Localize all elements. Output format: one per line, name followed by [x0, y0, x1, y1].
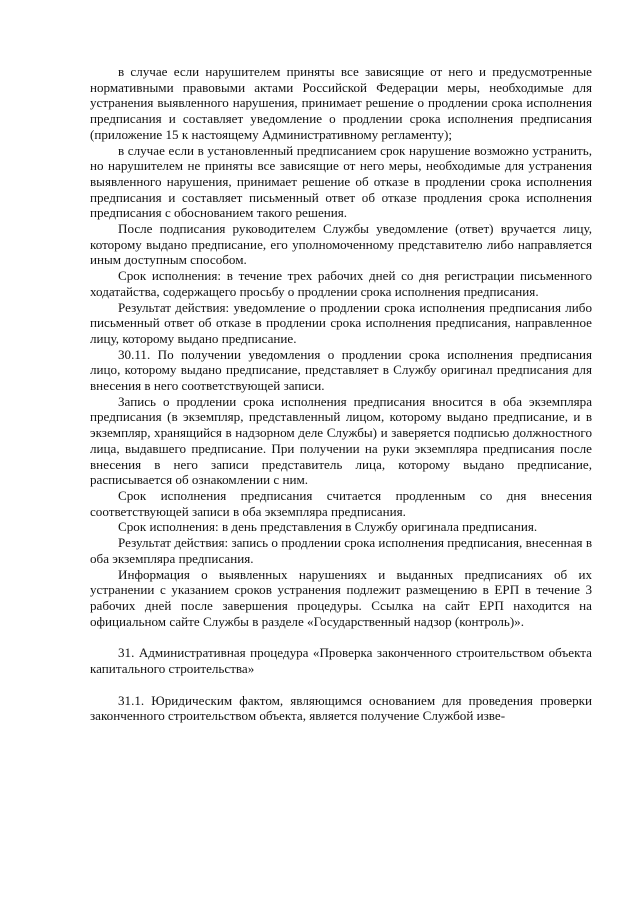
paragraph-deadline-2: Срок исполнения: в день представления в Службу оригинала предписания. [118, 519, 538, 535]
document-page [90, 64, 592, 724]
paragraph-record: Запись о продлении срока исполнения предписания вносится в оба экземпляра предписания (в экземпляр, представленный лицом, которому выдано предписание, и в экземпляр, хранящийся в надзорном деле Службы) и заверяется подписью должностного лица, выдавшего предписание. При получении на руки экземпляра предписания после внесения в него записи представитель лица, которому выдано предписание, расписывается об ознакомлении с ним. [90, 393, 592, 488]
paragraph-delivery: После подписания руководителем Службы уведомление (ответ) вручается лицу, которому выдано предписание, его уполномоченному представителю либо направляется иным доступным способом. [90, 221, 592, 268]
paragraph-decision-refusal: в случае если в установленный предписанием срок нарушение возможно устранить, но нарушителем не приняты все зависящие от него меры, необходимые для устранения выявленного нарушения, принимает решение об отказе в продлении срока исполнения предписания и составляет письменный ответ об отказе продления срока исполнения предписания с обоснованием такого решения. [90, 142, 592, 221]
paragraph-30-11: 30.11. По получении уведомления о продлении срока исполнения предписания лицо, которому выдано предписание, представляет в Службу оригинал предписания для внесения в него соответствующей записи. [90, 346, 592, 394]
section-heading-31: 31. Административная процедура «Проверка законченного строительством объекта капитального строительства» [90, 645, 592, 677]
paragraph-decision-extension: в случае если нарушителем приняты все зависящие от него и предусмотренные нормативными правовыми актами Российской Федерации меры, необходимые для устранения выявленного нарушения, принимает решение о продлении срока исполнения предписания и составляет уведомление о продлении срока исполнения предписания (приложение 15 к настоящему Административному регламенту); [90, 64, 592, 142]
paragraph-result-2: Результат действия: запись о продлении срока исполнения предписания, внесенная в оба экземпляра предписания. [90, 535, 592, 566]
paragraph-extended: Срок исполнения предписания считается продленным со дня внесения соответствующей записи в оба экземпляра предписания. [90, 487, 592, 519]
paragraph-erp-info: Информация о выявленных нарушениях и выданных предписаниях об их устранении с указанием сроков устранения подлежит размещению в ЕРП в течение 3 рабочих дней после завершения процедуры. Ссылка на сайт ЕРП находится на официальном сайте Службы в разделе «Государственный надзор (контроль)». [90, 566, 592, 629]
paragraph-31-1: 31.1. Юридическим фактом, являющимся основанием для проведения проверки законченного строительством объекта, является получение Службой изве- [90, 692, 592, 724]
paragraph-result-1: Результат действия: уведомление о продлении срока исполнения предписания либо письменный ответ об отказе в продлении срока исполнения предписания, направленное лицу, которому выдано предписание. [90, 299, 592, 346]
paragraph-deadline-1: Срок исполнения: в течение трех рабочих дней со дня регистрации письменного ходатайства, содержащего просьбу о продлении срока исполнения предписания. [90, 268, 592, 299]
